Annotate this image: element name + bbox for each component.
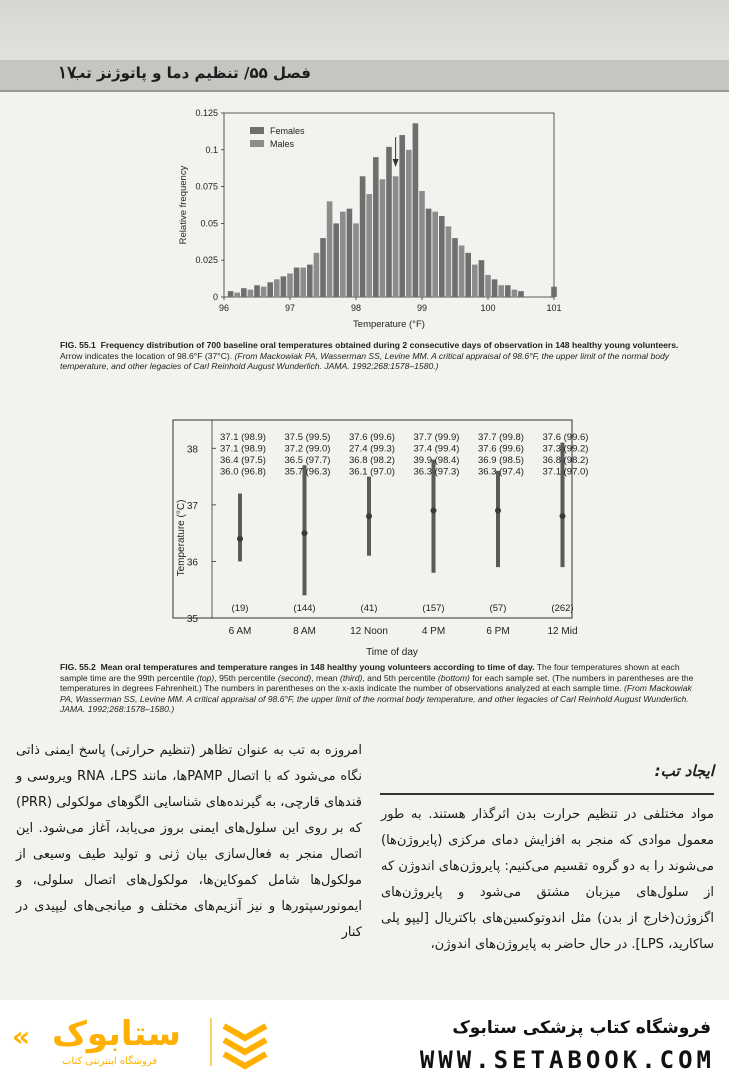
fig2-cap-mid2: , mean <box>311 672 340 683</box>
histogram-bar-males <box>314 253 320 297</box>
percentile-label: 37.6 (99.6) <box>349 432 395 443</box>
page-number: ۱۷ <box>58 63 77 83</box>
fig2-caption-label: FIG. 55.2 <box>60 662 96 672</box>
histogram-bar-males <box>380 179 386 297</box>
percentile-label: 37.7 (99.8) <box>478 432 524 443</box>
fig1-caption-italic: (From Mackowiak PA, Wasserman SS, Levine MM. A critical appraisal of 98.6°F, the upper limit of the normal body temperature, and other legacies of Carl Reinhold August Wunderlich. JAMA. 1992;268:1578–1580.) <box>60 350 670 372</box>
histogram-bar-males <box>446 226 452 297</box>
histogram-bar-females <box>360 176 366 297</box>
percentile-label: 35.7 (96.3) <box>284 466 331 478</box>
legend-label-males: Males <box>270 139 295 149</box>
histogram-bar-females <box>267 282 273 297</box>
histogram-bar-females <box>399 135 405 297</box>
footer-divider <box>210 1018 212 1066</box>
percentile-label: 37.5 (99.5) <box>284 432 331 443</box>
histogram-bar-females <box>518 291 524 297</box>
shop-url[interactable]: WWW.SETABOOK.COM <box>419 1046 715 1074</box>
histogram-bar-males <box>261 287 267 297</box>
logo-text: ستابوک <box>52 1014 181 1054</box>
mean-point <box>431 508 437 514</box>
percentile-label: 36.3 (97.4) <box>478 466 524 478</box>
histogram-bar-males <box>512 290 518 297</box>
percentile-label: 36.0 (96.8) <box>220 466 266 478</box>
histogram-bar-males <box>419 191 425 297</box>
percentile-label: 27.4 (99.3) <box>349 443 395 455</box>
logo-chevron-icon: « <box>12 1020 31 1053</box>
histogram-bar-males <box>393 176 399 297</box>
observation-count: (19) <box>231 603 249 614</box>
observation-count: (57) <box>489 603 507 614</box>
y-axis-label: Relative frequency <box>178 165 189 245</box>
percentile-label: 36.3 (97.3) <box>413 466 460 478</box>
fig2-cap-second: (second) <box>277 672 312 683</box>
histogram-bar-males <box>406 150 412 297</box>
histogram-bar-females <box>413 123 419 297</box>
fig2-cap-rest: for each sample set. (The numbers in parentheses are the temperatures in degrees Fahrenheit.) The numbers in parentheses on the x-axis indicate the number of observations analyzed at each sample time. <box>60 672 694 694</box>
logo-subtitle: فروشگاه اینترنتی کتاب <box>62 1056 158 1067</box>
x-axis-label: Time of day <box>366 647 418 658</box>
fig2-caption-plain: The four temperatures shown at each sample time are the 99th percentile <box>60 662 680 683</box>
observation-count: (262) <box>551 603 574 614</box>
histogram-bar-females <box>386 147 392 297</box>
mean-point <box>495 508 501 514</box>
setabook-logo <box>12 1014 202 1074</box>
histogram-bar-females <box>492 279 498 297</box>
percentile-label: 37.6 (99.6) <box>478 443 524 455</box>
fig2-cap-bottom: (bottom) <box>437 672 470 683</box>
fig2-caption-bold: Mean oral temperatures and temperature ranges in 148 healthy young volunteers according to time of day. <box>100 662 535 672</box>
x-tick-label: 6 PM <box>486 626 510 637</box>
histogram-bar-males <box>234 293 240 297</box>
observation-count: (144) <box>293 603 316 614</box>
body-left-column: امروزه به تب به عنوان تظاهر (تنظیم حرارتی) پاسخ ایمنی ذاتی نگاه می‌شود که با اتصال PAMPها، مانند RNA ،LPS ویروسی و قندهای قارچی، به گیرنده‌های شناسایی الگوهای مولکولی (PRR) که بر روی این سلول‌های ایمنی بروز می‌یابد، آغاز می‌شود. این اتصال منجر به فعال‌سازی بیان ژنی و تولید طیف وسیعی از مولکول‌ها شامل کموکاین‌ها، مولکول‌های اتصال سلولی، و ایمونورسپتورها و نیز آنزیم‌های مختلف و میانجی‌های لیپیدی در کنار <box>16 743 362 940</box>
histogram-bar-females <box>452 238 458 297</box>
fig2-cap-top: (top) <box>196 672 215 683</box>
y-tick-label: 0.1 <box>205 144 218 155</box>
y-tick-label: 38 <box>186 444 198 456</box>
fig1-caption-bold: Frequency distribution of 700 baseline oral temperatures obtained during 2 consecutive days of observation in 148 healthy young volunteers. <box>100 340 679 350</box>
histogram-bar-females <box>439 216 445 297</box>
histogram-bar-males <box>485 275 491 297</box>
percentile-label: 36.8 (98.2) <box>349 455 395 466</box>
y-tick-label: 0.025 <box>195 255 218 266</box>
histogram-bar-males <box>248 290 254 297</box>
y-tick-label: 37 <box>186 500 198 512</box>
fig2-cap-mid1: , 95th percentile <box>214 672 278 683</box>
fig1-caption-plain: Arrow indicates the location of 98.6°F (37°C). <box>60 350 235 361</box>
mean-point <box>366 513 372 519</box>
percentile-label: 36.8 (98.2) <box>542 455 589 466</box>
histogram-bar-females <box>307 265 313 297</box>
histogram-bar-males <box>340 212 346 297</box>
percentile-label: 37.2 (99.0) <box>284 443 331 455</box>
histogram-bar-females <box>426 209 432 297</box>
figure-55-2-range-chart <box>170 418 589 658</box>
y-tick-label: 36 <box>186 557 198 569</box>
x-tick-label: 6 AM <box>228 626 252 637</box>
percentile-label: 37.7 (99.9) <box>413 432 460 443</box>
histogram-bar-males <box>327 201 333 297</box>
histogram-bar-females <box>551 287 557 297</box>
legend-swatch-males <box>250 140 264 147</box>
histogram-bar-females <box>333 223 339 297</box>
histogram-bar-males <box>353 223 359 297</box>
x-tick-label: 101 <box>546 303 562 313</box>
x-tick-label: 96 <box>218 303 230 313</box>
x-tick-label: 8 AM <box>293 626 316 637</box>
percentile-label: 37.6 (99.6) <box>542 432 589 443</box>
observation-count: (41) <box>360 603 378 614</box>
chapter-title: فصل ۵۵/ تنظیم دما و پاتوژنز تب <box>70 64 311 82</box>
figure-55-1-caption <box>60 340 690 372</box>
x-tick-label: 97 <box>284 303 296 313</box>
fig2-cap-mid3: , and 5th percentile <box>362 672 438 683</box>
histogram-bar-males <box>300 268 306 297</box>
y-tick-label: 0.125 <box>195 108 218 118</box>
histogram-bar-males <box>472 265 478 297</box>
histogram-bar-females <box>281 276 287 297</box>
mean-point <box>237 536 243 542</box>
book-stack-icon <box>220 1016 270 1068</box>
histogram-bar-females <box>505 285 511 297</box>
x-tick-label: 12 Mid <box>547 626 578 637</box>
shop-name: فروشگاه کتاب پزشکی ستابوک <box>452 1018 711 1038</box>
histogram-bar-males <box>459 245 465 297</box>
histogram-bar-females <box>254 285 260 297</box>
percentile-label: 36.9 (98.5) <box>478 455 524 466</box>
x-tick-label: 99 <box>416 303 428 313</box>
histogram-bar-females <box>241 288 247 297</box>
legend-label-females: Females <box>270 126 305 136</box>
histogram-bar-males <box>287 273 293 297</box>
percentile-label: 36.5 (97.7) <box>284 455 331 466</box>
mean-point <box>302 530 308 536</box>
histogram-bar-females <box>320 238 326 297</box>
section-rule <box>380 793 714 795</box>
y-axis-label: Temperature (°C) <box>176 499 187 577</box>
y-tick-label: 35 <box>186 614 198 625</box>
y-tick-label: 0 <box>212 292 218 302</box>
histogram-bar-males <box>366 194 372 297</box>
percentile-label: 37.3 (99.2) <box>542 443 589 455</box>
histogram-bar-males <box>498 285 504 297</box>
figure-55-1-histogram <box>172 105 572 335</box>
body-right-column: مواد مختلفی در تنظیم حرارت بدن اثرگذار هستند. به طور معمول موادی که منجر به افزایش دمای مرکزی (پایروژن‌ها) می‌شوند را به دو گروه تقسیم می‌کنیم: پایروژن‌های اندوژن که از سلول‌های میزبان مشتق می‌شود و پایروژن‌های اگزوژن(خارج از بدن) مثل اندوتوکسین‌های باکتریال [لیپو پلی ساکارید، LPS]. در حال حاضر به پایروژن‌های اندوژن، <box>381 807 714 952</box>
x-axis-label: Temperature (°F) <box>353 319 425 330</box>
percentile-label: 37.1 (98.9) <box>220 432 266 443</box>
histogram-bar-females <box>294 268 300 297</box>
histogram-bar-males <box>274 279 280 297</box>
histogram-bar-females <box>479 260 485 297</box>
histogram-bar-females <box>373 157 379 297</box>
percentile-label: 37.1 (97.0) <box>542 466 589 478</box>
arrow-head <box>393 159 399 167</box>
x-tick-label: 100 <box>480 303 496 313</box>
footer-banner <box>0 1000 729 1080</box>
x-tick-label: 98 <box>350 303 362 313</box>
percentile-label: 36.4 (97.5) <box>220 455 266 466</box>
histogram-bar-males <box>432 212 438 297</box>
percentile-label: 37.4 (99.4) <box>413 443 460 455</box>
y-tick-label: 0.05 <box>200 218 218 229</box>
x-tick-label: 4 PM <box>421 626 446 637</box>
observation-count: (157) <box>422 603 445 614</box>
figure-55-2-caption <box>60 662 700 715</box>
mean-point <box>560 513 566 519</box>
histogram-bar-females <box>465 253 471 297</box>
fig1-caption-label: FIG. 55.1 <box>60 340 96 350</box>
page-top-margin <box>0 0 729 60</box>
percentile-label: 36.1 (97.0) <box>349 466 395 478</box>
histogram-bar-females <box>228 291 234 297</box>
histogram-bar-females <box>347 209 353 297</box>
fig2-cap-third: (third) <box>339 672 363 683</box>
legend-swatch-females <box>250 127 264 134</box>
y-tick-label: 0.075 <box>195 181 218 192</box>
x-tick-label: 12 Noon <box>350 626 388 637</box>
section-heading: ایجاد تب: <box>654 762 714 780</box>
fig2-caption-italic: (From Mackowiak PA, Wasserman SS, Levine MM. A critical appraisal of 98.6°F, the upper limit of the normal body temperature, and other legacies of Carl Reinhold August Wunderlich. JAMA. 1992;268:1578–1580.) <box>60 683 692 715</box>
percentile-label: 37.1 (98.9) <box>220 443 266 455</box>
percentile-label: 39.9 (98.4) <box>413 455 460 466</box>
